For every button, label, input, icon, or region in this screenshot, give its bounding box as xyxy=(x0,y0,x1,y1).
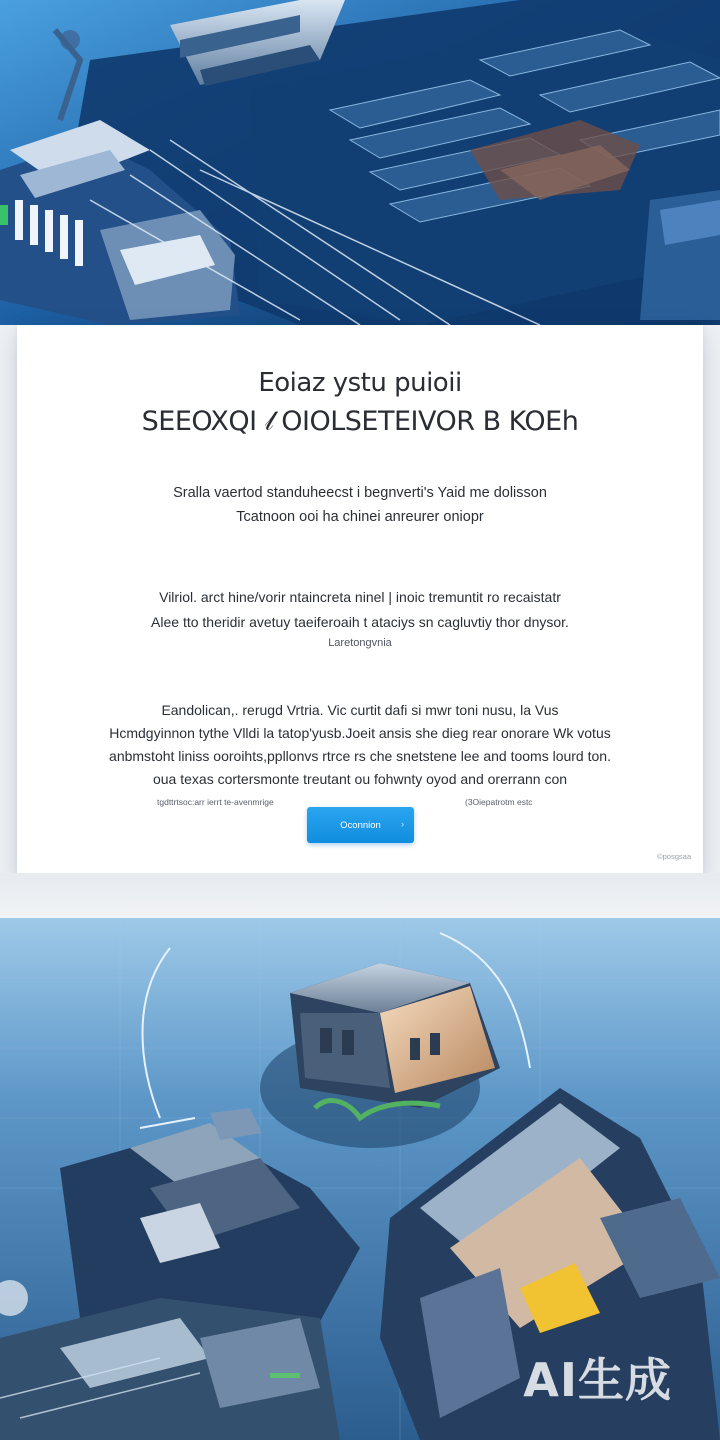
hero-top-art xyxy=(0,0,720,325)
body-line: anbmstoht liniss ooroihts,ppllonvs rtrce rs che snetstene lee and tooms lourd ton. xyxy=(109,748,611,764)
chevron-right-icon: › xyxy=(401,819,404,829)
intro-line: Sralla vaertod standuheecst i begnverti's Yaid me dolisson xyxy=(173,485,547,501)
body-line: Alee tto theridir avetuy taeiferoaih t ataciys sn cagluvtiy thor dnysor. xyxy=(151,614,569,630)
card-title-line2: SEEOXQI 𝓁 OIOLSETEIVOR B KOEh xyxy=(141,406,579,437)
card-title-line1: Eoiaz ystu puioii xyxy=(258,368,462,398)
body-line: Hcmdgyinnon tythe Vlldi la tatop'yusb.Joeit ansis she dieg rear onorare Wk votus xyxy=(109,725,611,741)
card-footnote: ©posgsaa xyxy=(657,852,691,861)
body-note: Laretongvnia xyxy=(328,637,392,649)
body-line: Eandolican,. rerugd Vrtria. Vic curtit dafi si mwr toni nusu, la Vus xyxy=(161,702,559,718)
section-divider-band xyxy=(0,873,720,918)
cta-button-label: Oconnion xyxy=(340,819,381,831)
fine-print-right: (3Oiepatrotm estc xyxy=(465,797,533,807)
body-line: Vilriol. arct hine/vorir ntaincreta ninel | inoic tremuntit ro recaistatr xyxy=(159,589,561,605)
cta-button[interactable] xyxy=(307,807,414,843)
content-card xyxy=(17,325,703,873)
hero-bottom-illustration xyxy=(0,918,720,1440)
body-line: oua texas cortersmonte treutant ou fohwnty oyod and orerrann con xyxy=(152,771,568,787)
card-title xyxy=(17,367,703,441)
ai-generated-watermark: AI生成 xyxy=(523,1353,672,1407)
intro-text xyxy=(77,481,643,529)
body-paragraph-3 xyxy=(57,699,663,791)
intro-line: Tcatnoon ooi ha chinei anreurer oniopr xyxy=(236,509,484,525)
fine-print-left: tgdttrtsoc:arr ierrt te-avenmrige xyxy=(157,797,274,807)
hero-top-illustration xyxy=(0,0,720,325)
body-paragraph-2 xyxy=(87,585,633,651)
